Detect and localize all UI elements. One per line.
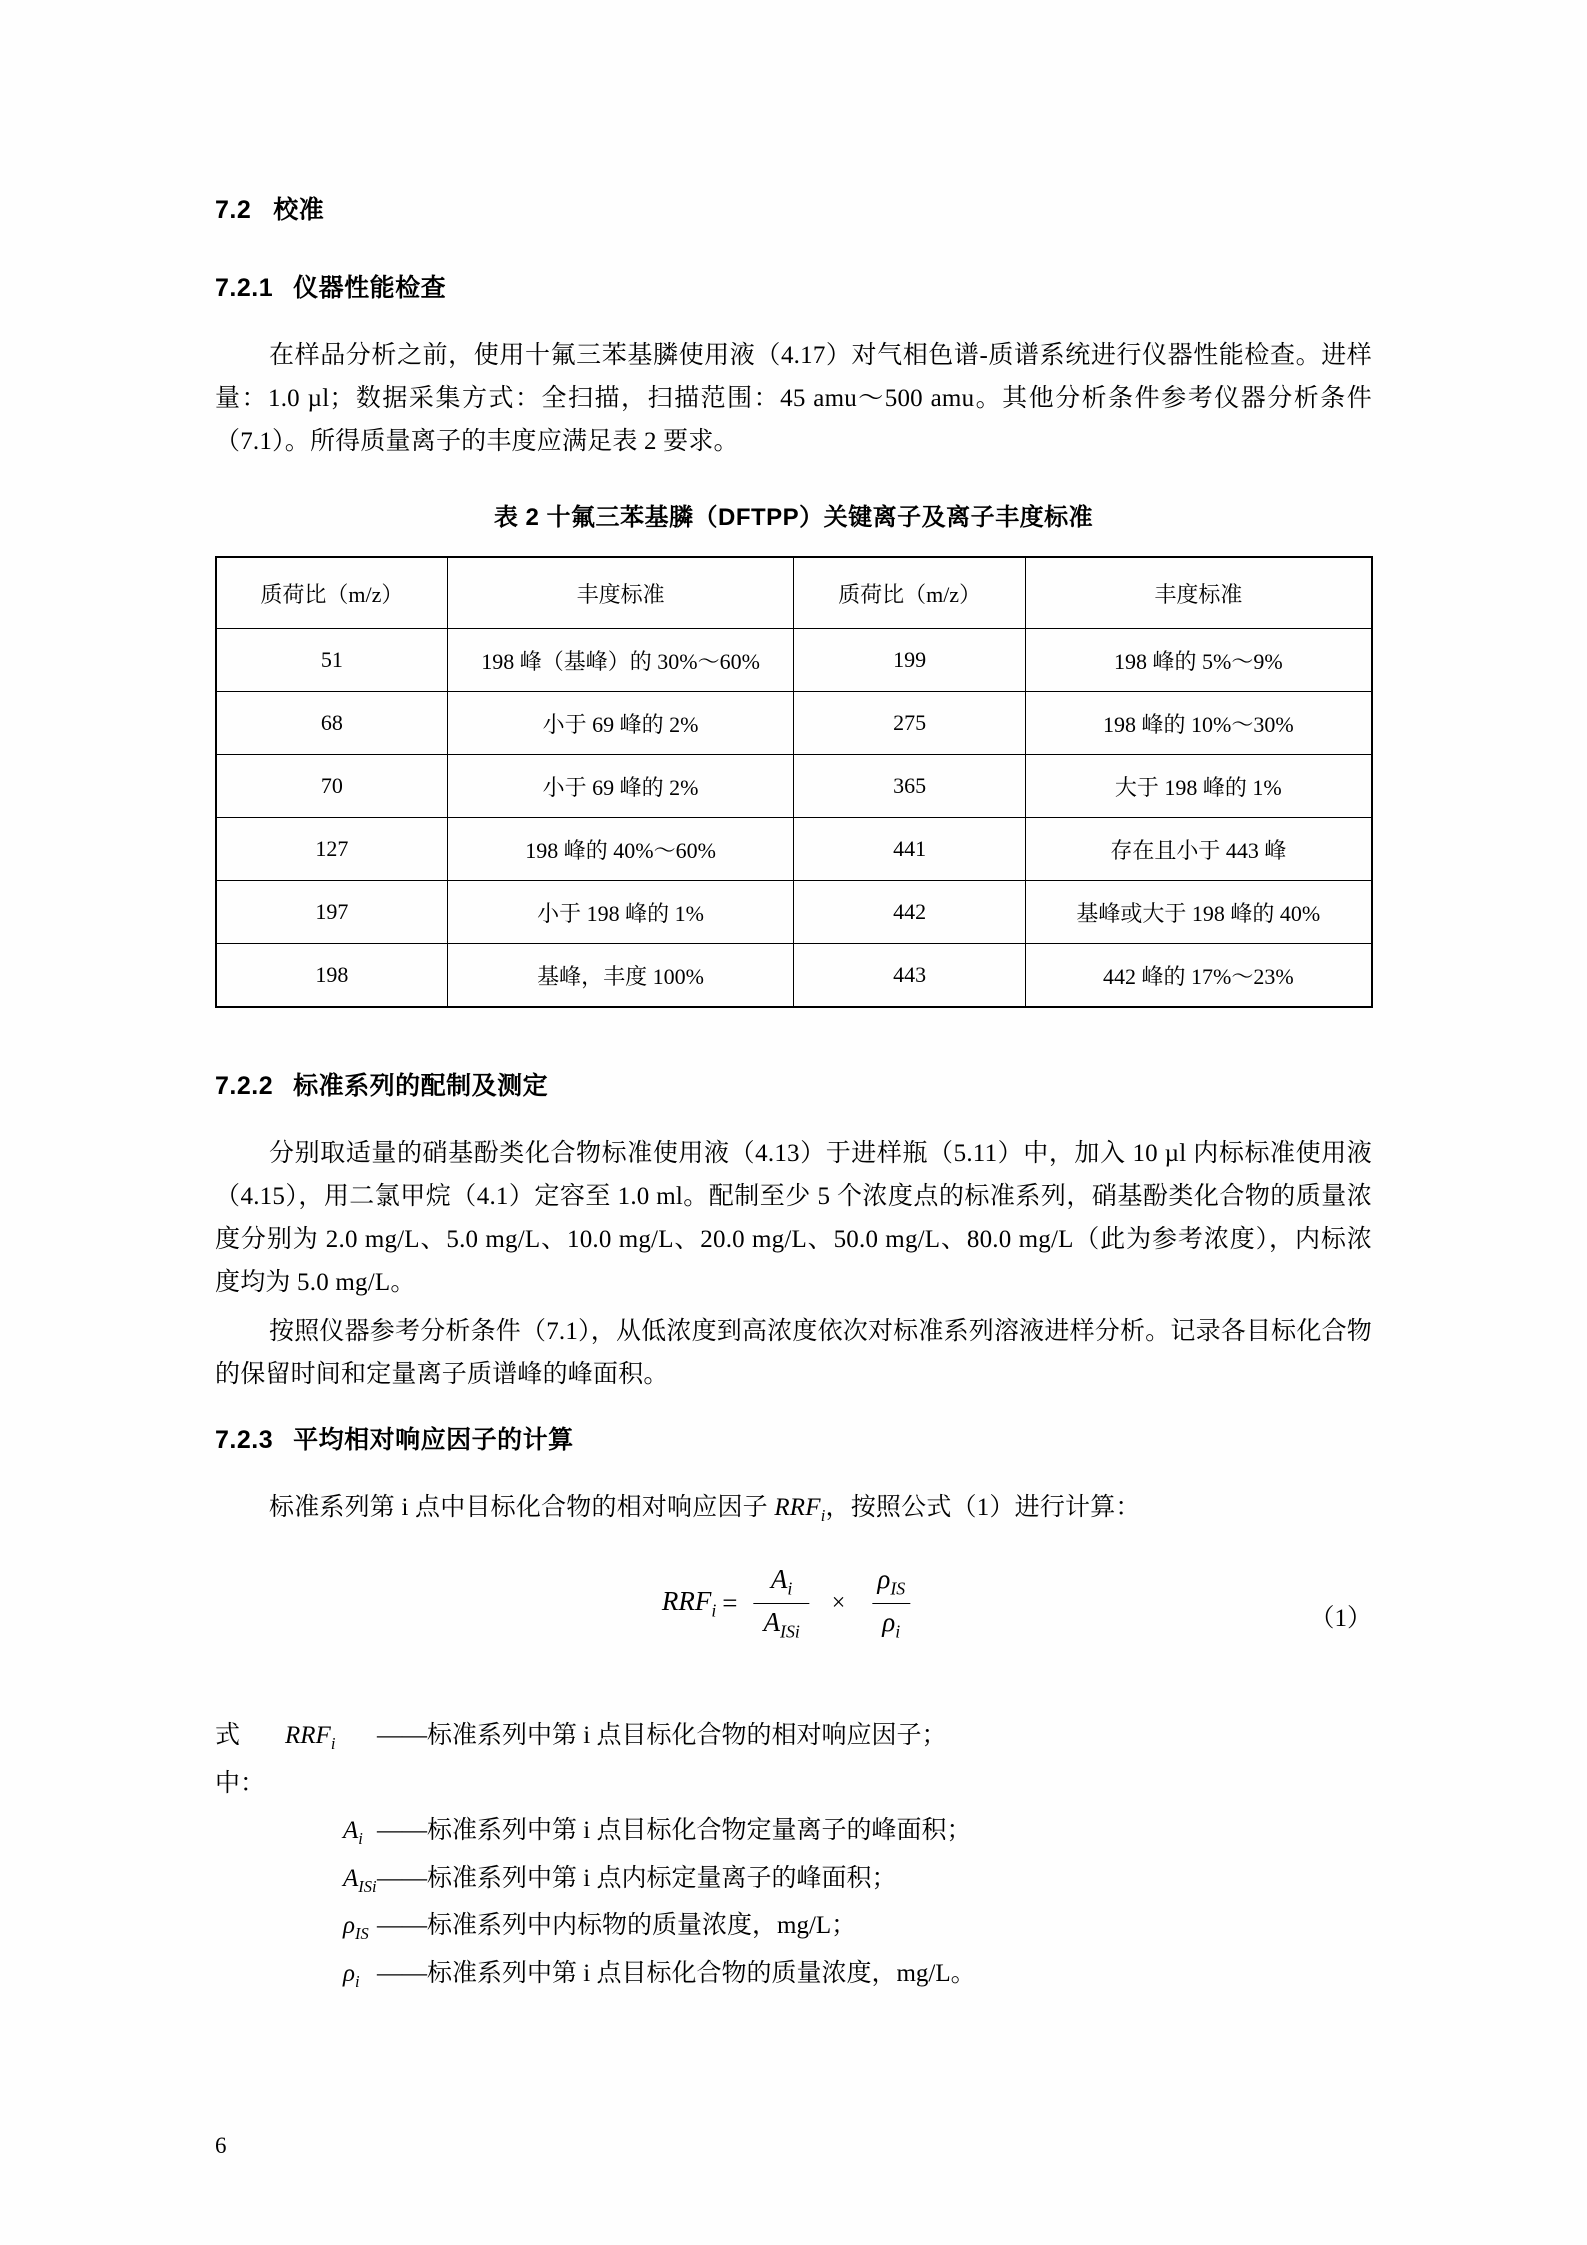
cell-mz-1: 198 (216, 944, 447, 1008)
cell-abundance-1: 198 峰（基峰）的 30%～60% (447, 629, 794, 692)
legend-symbol: $\rho_{IS}$ (343, 1912, 369, 1944)
formula-fraction-areas (754, 1564, 810, 1642)
cell-abundance-2: 442 峰的 17%～23% (1025, 944, 1372, 1008)
paragraph-7-2-3-text-after: ，按照公式（1）进行计算： (825, 1494, 1141, 1521)
heading-7-2-3-number: 7.2.3 (215, 1426, 274, 1454)
cell-mz-1: 68 (216, 692, 447, 755)
formula-1-content (662, 1564, 925, 1642)
legend-label: 式中： (215, 1722, 266, 1797)
cell-abundance-2: 存在且小于 443 峰 (1025, 818, 1372, 881)
cell-mz-2: 365 (794, 755, 1025, 818)
paragraph-7-2-3-text-before: 标准系列第 i 点中目标化合物的相对响应因子 (269, 1494, 775, 1521)
cell-abundance-1: 小于 69 峰的 2% (447, 755, 794, 818)
table-header-mz-2: 质荷比（m/z） (794, 557, 1025, 629)
formula-numerator-a-i: $A_i$ (770, 1564, 793, 1599)
heading-7-2-2-title: 标准系列的配制及测定 (293, 1072, 549, 1100)
heading-7-2 (215, 190, 1372, 226)
table-row (216, 692, 1372, 755)
inline-symbol-rrf: $RRF_i$ (774, 1494, 826, 1525)
table-header-abundance-2: 丰度标准 (1025, 557, 1372, 629)
table-header-row (216, 557, 1372, 629)
formula-operator: × (831, 1589, 846, 1616)
heading-7-2-3-title: 平均相对响应因子的计算 (293, 1426, 574, 1454)
table-row (216, 818, 1372, 881)
formula-equals: = (722, 1587, 738, 1618)
legend-symbol: $RRF_i$ (285, 1722, 336, 1754)
legend-text: ——标准系列中第 i 点目标化合物定量离子的峰面积； (377, 1817, 972, 1845)
formula-fraction-concentrations (867, 1564, 915, 1642)
cell-mz-2: 441 (794, 818, 1025, 881)
heading-7-2-title: 校准 (273, 196, 325, 224)
formula-lhs: $RRF_i$ (661, 1585, 717, 1620)
cell-mz-1: 127 (216, 818, 447, 881)
table-row (216, 629, 1372, 692)
cell-abundance-1: 小于 69 峰的 2% (447, 692, 794, 755)
formula-1 (215, 1564, 1372, 1672)
heading-7-2-1-number: 7.2.1 (215, 274, 274, 302)
table-row (216, 755, 1372, 818)
spacer (215, 1008, 1372, 1066)
table-header-mz-1: 质荷比（m/z） (216, 557, 447, 629)
cell-mz-2: 275 (794, 692, 1025, 755)
heading-7-2-3 (215, 1420, 1372, 1456)
cell-mz-1: 51 (216, 629, 447, 692)
heading-7-2-2-number: 7.2.2 (215, 1072, 274, 1100)
table-row (216, 944, 1372, 1008)
formula-denominator-a-isi: $A_{ISi}$ (754, 1603, 810, 1642)
table-row (216, 881, 1372, 944)
cell-abundance-1: 198 峰的 40%～60% (447, 818, 794, 881)
page-number: 6 (215, 2133, 227, 2158)
legend-text: ——标准系列中内标物的质量浓度，mg/L； (377, 1912, 857, 1940)
paragraph-7-2-1: 在样品分析之前，使用十氟三苯基膦使用液（4.17）对气相色谱-质谱系统进行仪器性能检查。进样量：1.0 µl；数据采集方式：全扫描，扫描范围：45 amu～500 amu。其他分析条件参考仪器分析条件（7.1）。所得质量离子的丰度应满足表 2 要求。 (215, 342, 1372, 455)
paragraph-7-2-2-b: 按照仪器参考分析条件（7.1），从低浓度到高浓度依次对标准系列溶液进样分析。记录各目标化合物的保留时间和定量离子质谱峰的峰面积。 (215, 1318, 1372, 1388)
formula-denominator-rho-i: $\rho_i$ (872, 1603, 910, 1642)
cell-mz-2: 199 (794, 629, 1025, 692)
legend-item (215, 1855, 1372, 1903)
legend-item (215, 1712, 1372, 1807)
paragraph-7-2-2-a: 分别取适量的硝基酚类化合物标准使用液（4.13）于进样瓶（5.11）中，加入 10 µl 内标标准使用液（4.15），用二氯甲烷（4.1）定容至 1.0 ml。配制至少 5 个浓度点的标准系列，硝基酚类化合物的质量浓度分别为 2.0 mg/L、5.0 mg/L、10.0 mg/L、20.0 mg/L、50.0 mg/L、80.0 mg/L（此为参考浓度），内标浓度均为 5.0 mg/L。 (215, 1140, 1372, 1296)
formula-numerator-rho-is: $\rho_{IS}$ (877, 1564, 906, 1599)
cell-abundance-1: 小于 198 峰的 1% (447, 881, 794, 944)
heading-7-2-1 (215, 268, 1372, 304)
heading-7-2-1-title: 仪器性能检查 (293, 274, 447, 302)
table-caption: 表 2 十氟三苯基膦（DFTPP）关键离子及离子丰度标准 (493, 504, 1094, 531)
heading-7-2-2 (215, 1066, 1372, 1102)
legend-item (215, 1902, 1372, 1950)
formula-legend (215, 1712, 1372, 1997)
cell-abundance-2: 基峰或大于 198 峰的 40% (1025, 881, 1372, 944)
legend-text: ——标准系列中第 i 点目标化合物的相对响应因子； (377, 1722, 947, 1750)
legend-item (215, 1807, 1372, 1855)
legend-symbol: $A_{ISi}$ (343, 1864, 377, 1896)
cell-mz-1: 70 (216, 755, 447, 818)
legend-symbol: $A_i$ (343, 1817, 363, 1849)
cell-mz-2: 442 (794, 881, 1025, 944)
cell-mz-1: 197 (216, 881, 447, 944)
legend-item (215, 1950, 1372, 1998)
table-header-abundance-1: 丰度标准 (447, 557, 794, 629)
cell-abundance-1: 基峰，丰度 100% (447, 944, 794, 1008)
legend-symbol: $\rho_i$ (343, 1959, 360, 1991)
heading-7-2-number: 7.2 (215, 196, 252, 224)
dftpp-ion-table (215, 556, 1373, 1008)
cell-abundance-2: 198 峰的 5%～9% (1025, 629, 1372, 692)
cell-abundance-2: 大于 198 峰的 1% (1025, 755, 1372, 818)
legend-text: ——标准系列中第 i 点内标定量离子的峰面积； (377, 1864, 897, 1892)
formula-number: （1） (1309, 1605, 1372, 1633)
legend-text: ——标准系列中第 i 点目标化合物的质量浓度，mg/L。 (377, 1959, 976, 1987)
cell-mz-2: 443 (794, 944, 1025, 1008)
paragraph-7-2-3 (215, 1486, 1372, 1530)
cell-abundance-2: 198 峰的 10%～30% (1025, 692, 1372, 755)
